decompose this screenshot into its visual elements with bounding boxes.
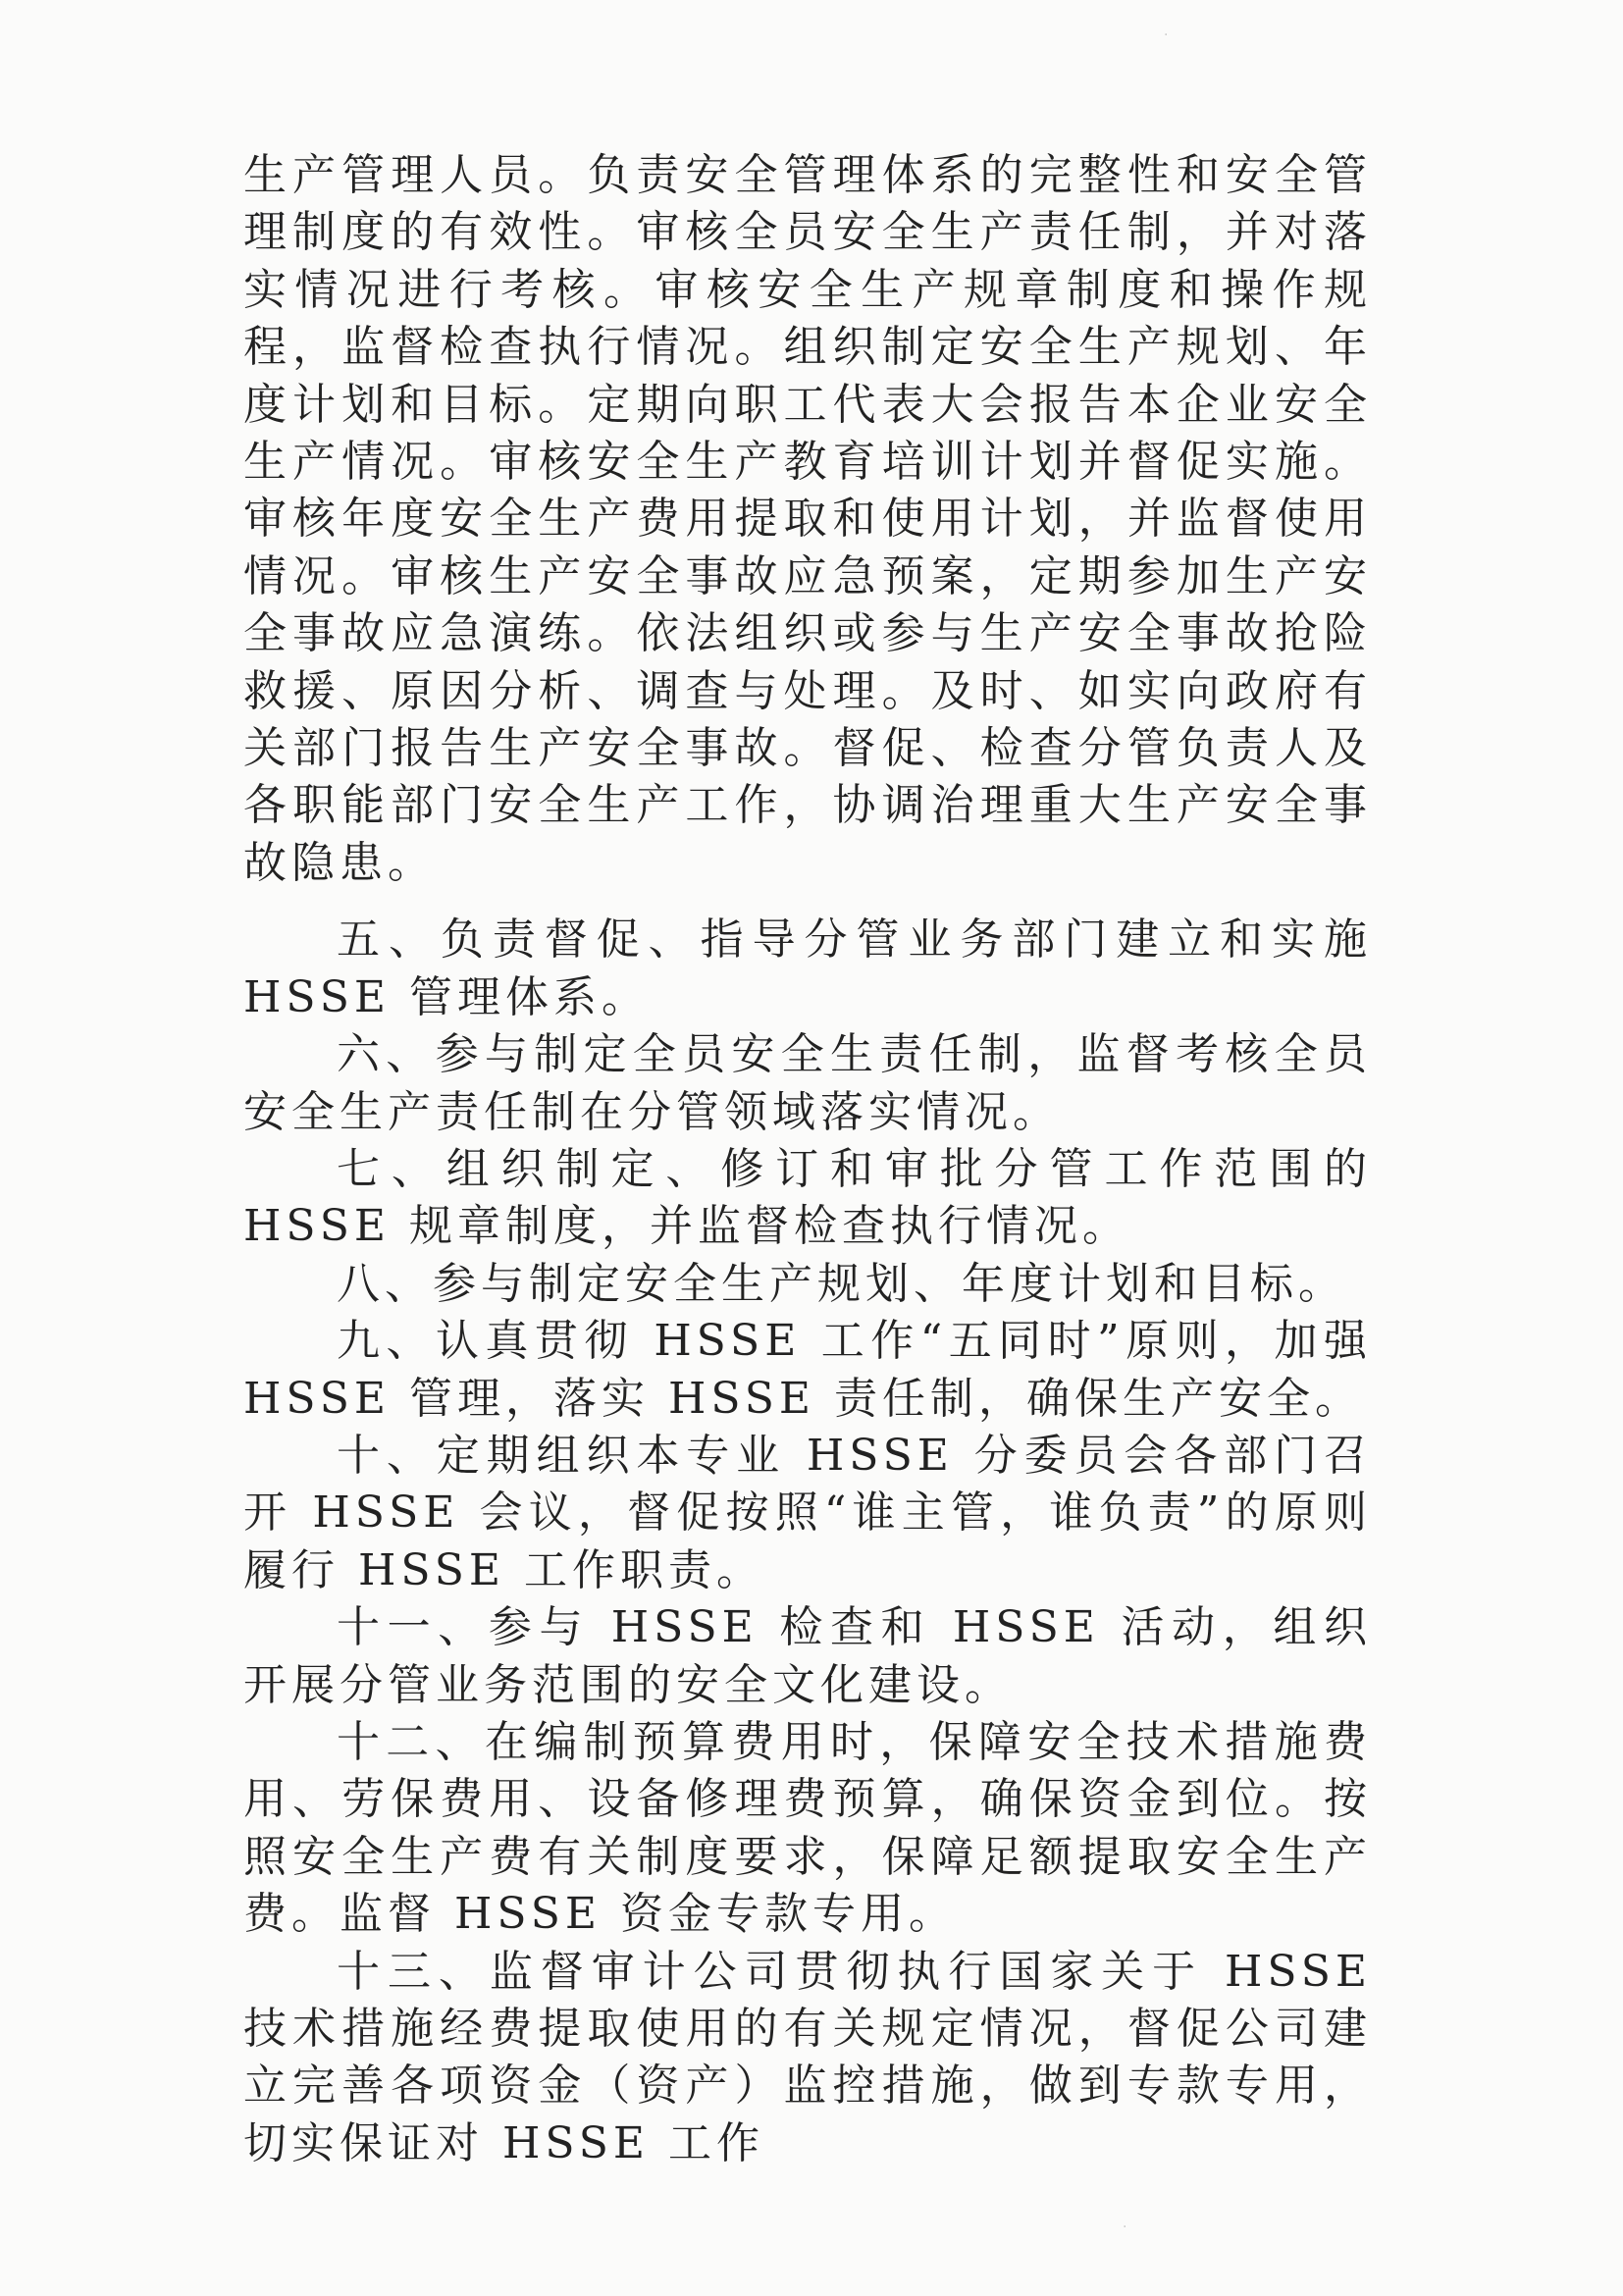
paragraph-continuation: 生产管理人员。负责安全管理体系的完整性和安全管理制度的有效性。审核全员安全生产责任制，并对落实情况进行考核。审核安全生产规章制度和操作规程，监督检查执行情况。组织制定安全生产规划、年度计划和目标。定期向职工代表大会报告本企业安全生产情况。审核安全生产教育培训计划并督促实施。审核年度安全生产费用提取和使用计划，并监督使用情况。审核生产安全事故应急预案，定期参加生产安全事故应急演练。依法组织或参与生产安全事故抢险救援、原因分析、调查与处理。及时、如实向政府有关部门报告生产安全事故。督促、检查分管负责人及各职能部门安全生产工作，协调治理重大生产安全事故隐患。 xyxy=(243,150,1372,888)
paragraph-item-12: 十二、在编制预算费用时，保障安全技术措施费用、劳保费用、设备修理费预算，确保资金到位。按照安全生产费有关制度要求，保障足额提取安全生产费。监督 HSSE 资金专款专用。 xyxy=(243,1716,1372,1940)
paragraph-item-6: 六、参与制定全员安全生责任制，监督考核全员安全生产责任制在分管领域落实情况。 xyxy=(243,1029,1372,1137)
paragraph-item-10: 十、定期组织本专业 HSSE 分委员会各部门召开 HSSE 会议，督促按照“谁主管，谁负责”的原则履行 HSSE 工作职责。 xyxy=(243,1430,1372,1595)
scan-speck: · xyxy=(1123,2219,1127,2235)
scan-speck: · xyxy=(1164,27,1169,43)
document-body xyxy=(243,147,1372,2172)
paragraph-item-7: 七、组织制定、修订和审批分管工作范围的 HSSE 规章制度，并监督检查执行情况。 xyxy=(243,1143,1372,1252)
paragraph-item-11: 十一、参与 HSSE 检查和 HSSE 活动，组织开展分管业务范围的安全文化建设。 xyxy=(243,1602,1372,1710)
paragraph-item-9: 九、认真贯彻 HSSE 工作“五同时”原则，加强 HSSE 管理，落实 HSSE 责任制，确保生产安全。 xyxy=(243,1316,1372,1424)
paragraph-item-13: 十三、监督审计公司贯彻执行国家关于 HSSE 技术措施经费提取使用的有关规定情况，督促公司建立完善各项资金（资产）监控措施，做到专款专用，切实保证对 HSSE 工作 xyxy=(243,1946,1372,2168)
paragraph-item-5: 五、负责督促、指导分管业务部门建立和实施 HSSE 管理体系。 xyxy=(243,914,1372,1022)
paragraph-item-8: 八、参与制定安全生产规划、年度计划和目标。 xyxy=(337,1258,1346,1309)
